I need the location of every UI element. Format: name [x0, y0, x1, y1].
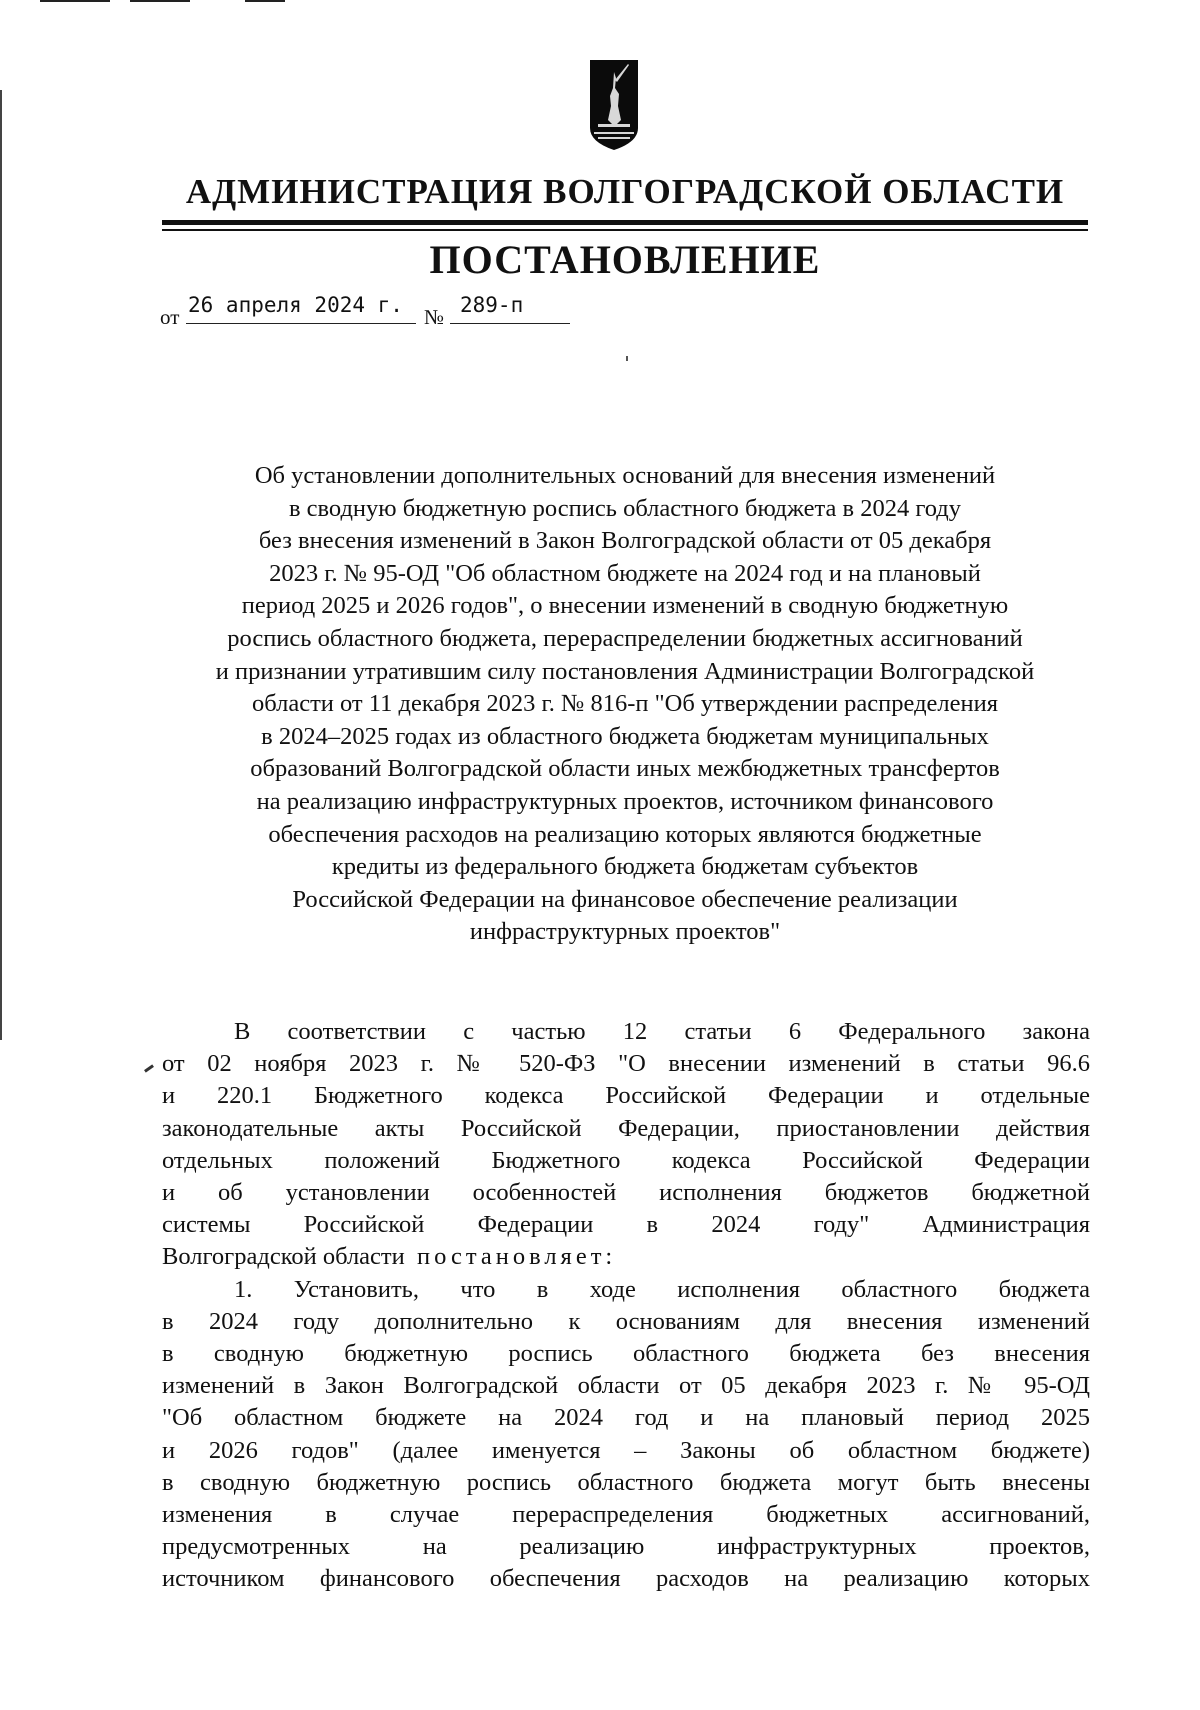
number-value: 289-п — [460, 293, 524, 317]
heading-line: период 2025 и 2026 годов", о внесении изменений в сводную бюджетную — [241, 592, 1009, 620]
header-rule-thick — [162, 220, 1088, 225]
body-line: отдельных положений Бюджетного кодекса Российской Федерации — [162, 1146, 1090, 1174]
scan-artifact — [40, 0, 110, 2]
body-line — [162, 1241, 1090, 1273]
body-line: и 2026 годов" (далее именуется – Законы об областном бюджете) — [162, 1436, 1090, 1464]
number-underline — [450, 323, 570, 324]
preamble-paragraph — [162, 1016, 1090, 1274]
body-line: предусмотренных на реализацию инфраструктурных проектов, — [162, 1533, 1090, 1561]
heading-line: в сводную бюджетную роспись областного бюджета в 2024 году — [288, 494, 962, 522]
heading-line: на реализацию инфраструктурных проектов, источником финансового — [256, 787, 994, 815]
heading-line: Об установлении дополнительных оснований для внесения изменений — [254, 462, 996, 489]
scan-mark — [144, 1064, 154, 1072]
body-line: изменений в Закон Волгоградской области от 05 декабря 2023 г. № 95-ОД — [162, 1372, 1090, 1400]
scan-artifact — [245, 0, 285, 2]
heading-line: без внесения изменений в Закон Волгоградской области от 05 декабря — [258, 527, 992, 555]
date-underline — [186, 323, 416, 324]
header-rule-thin — [162, 229, 1088, 231]
organization-title: АДМИНИСТРАЦИЯ ВОЛГОГРАДСКОЙ ОБЛАСТИ — [185, 172, 1065, 211]
body-line: от 02 ноября 2023 г. № 520-ФЗ "О внесении изменений в статьи 96.6 — [162, 1050, 1090, 1078]
heading-line: Российской Федерации на финансовое обеспечение реализации — [292, 885, 958, 913]
body-line: в сводную бюджетную роспись областного бюджета могут быть внесены — [162, 1468, 1090, 1496]
body-line: в 2024 году дополнительно к основаниям для внесения изменений — [162, 1307, 1090, 1335]
body-line: изменения в случае перераспределения бюджетных ассигнований, — [162, 1501, 1090, 1529]
scan-mark — [626, 356, 628, 361]
body-line: в сводную бюджетную роспись областного бюджета без внесения — [162, 1340, 1090, 1368]
scan-artifact — [130, 0, 190, 2]
body-line: законодательные акты Российской Федерации, приостановлении действия — [162, 1114, 1090, 1142]
scan-edge — [0, 90, 2, 1040]
coat-of-arms-emblem — [588, 58, 640, 154]
heading-line: и признании утратившим силу постановления Администрации Волгоградской — [215, 657, 1035, 685]
preamble-last-text: Волгоградской области — [162, 1243, 405, 1271]
heading-line: обеспечения расходов на реализацию которых являются бюджетные — [268, 820, 982, 848]
body-line: системы Российской Федерации в 2024 году" Администрация — [162, 1211, 1090, 1239]
heading-line: роспись областного бюджета, перераспределении бюджетных ассигнований — [227, 624, 1023, 652]
heading-line: 2023 г. № 95-ОД "Об областном бюджете на 2024 год и на плановый — [269, 559, 981, 587]
heading-line: инфраструктурных проектов" — [469, 918, 781, 946]
heading-line: образований Волгоградской области иных межбюджетных трансфертов — [250, 755, 1000, 783]
body-line: 1. Установить, что в ходе исполнения областного бюджета — [234, 1275, 1090, 1303]
resolves-word: постановляет: — [417, 1243, 617, 1271]
number-label: № — [424, 305, 445, 329]
item-1-paragraph — [162, 1274, 1090, 1596]
body-line: и 220.1 Бюджетного кодекса Российской Федерации и отдельные — [162, 1082, 1090, 1110]
heading-line: области от 11 декабря 2023 г. № 816-п "Об утверждении распределения — [251, 690, 999, 718]
document-body — [162, 1016, 1090, 1596]
document-type-title: ПОСТАНОВЛЕНИЕ — [429, 237, 821, 282]
heading-line: кредиты из федерального бюджета бюджетам субъектов — [331, 853, 919, 881]
body-line: В соответствии с частью 12 статьи 6 Федерального закона — [234, 1018, 1090, 1045]
body-line: источником финансового обеспечения расходов на реализацию которых — [162, 1565, 1090, 1593]
date-label: от — [160, 305, 180, 329]
body-line: "Об областном бюджете на 2024 год и на плановый период 2025 — [162, 1404, 1090, 1432]
date-value: 26 апреля 2024 г. — [188, 293, 403, 317]
body-line: и об установлении особенностей исполнения бюджетов бюджетной — [162, 1179, 1090, 1207]
heading-line: в 2024–2025 годах из областного бюджета бюджетам муниципальных — [261, 722, 989, 750]
document-heading — [160, 460, 1090, 949]
